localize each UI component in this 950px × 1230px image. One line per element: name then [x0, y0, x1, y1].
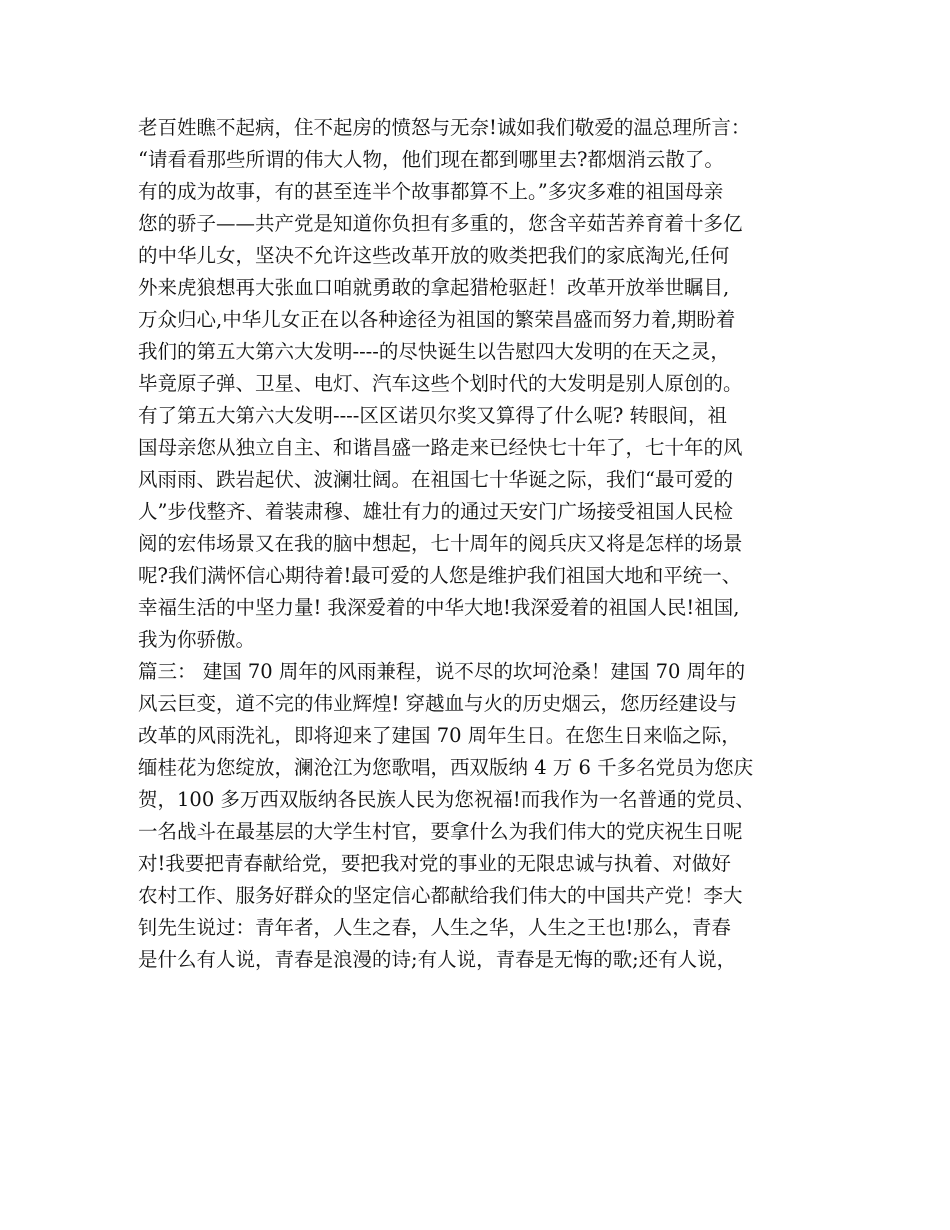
- section-heading-line: 篇三： 建国 70 周年的风雨兼程，说不尽的坎坷沧桑！建国 70 周年的: [138, 660, 746, 683]
- text-line: “请看看那些所谓的伟大人物，他们现在都到哪里去?都烟消云散了。: [138, 148, 724, 171]
- text-line: 有的成为故事，有的甚至连半个故事都算不上。”多灾多难的祖国母亲: [138, 180, 724, 203]
- text-line: 毕竟原子弹、卫星、电灯、汽车这些个划时代的大发明是别人原创的。: [138, 372, 743, 395]
- text-line: 的中华儿女，坚决不允许这些改革开放的败类把我们的家底淘光,任何: [138, 244, 730, 267]
- text-line: 幸福生活的中坚力量! 我深爱着的中华大地!我深爱着的祖国人民!祖国,: [138, 596, 740, 619]
- text-line: 人”步伐整齐、着装肃穆、雄壮有力的通过天安门广场接受祖国人民检: [138, 500, 733, 523]
- text-line: 改革的风雨洗礼，即将迎来了建国 70 周年生日。在您生日来临之际，: [138, 724, 741, 747]
- text-line: 呢?我们满怀信心期待着!最可爱的人您是维护我们祖国大地和平统一、: [138, 564, 742, 587]
- text-line: 有了第五大第六大发明----区区诺贝尔奖又算得了什么呢? 转眼间，祖: [138, 404, 728, 427]
- text-line: 一名战斗在最基层的大学生村官，要拿什么为我们伟大的党庆祝生日呢: [138, 820, 743, 843]
- text-line: 国母亲您从独立自主、和谐昌盛一路走来已经快七十年了，七十年的风: [138, 436, 743, 459]
- text-line: 外来虎狼想再大张血口咱就勇敢的拿起猎枪驱赶！改革开放举世瞩目,: [138, 276, 730, 299]
- text-line: 缅桂花为您绽放，澜沧江为您歌唱，西双版纳 4 万 6 千多名党员为您庆: [138, 756, 754, 779]
- text-line: 农村工作、服务好群众的坚定信心都献给我们伟大的中国共产党！李大: [138, 884, 743, 907]
- text-line: 贺，100 多万西双版纳各民族人民为您祝福!而我作为一名普通的党员、: [138, 788, 755, 811]
- text-line: 风云巨变，道不完的伟业辉煌! 穿越血与火的历史烟云，您历经建设与: [138, 692, 738, 715]
- text-line: 风雨雨、跌岩起伏、波澜壮阔。在祖国七十华诞之际，我们“最可爱的: [138, 468, 733, 491]
- text-line: 万众归心,中华儿女正在以各种途径为祖国的繁荣昌盛而努力着,期盼着: [138, 308, 736, 331]
- text-line: 对!我要把青春献给党，要把我对党的事业的无限忠诚与执着、对做好: [138, 852, 731, 875]
- text-line: 我为你骄傲。: [138, 628, 256, 651]
- text-line: 您的骄子——共产党是知道你负担有多重的，您含辛茹苦养育着十多亿: [138, 212, 743, 235]
- body-text: [138, 112, 828, 976]
- text-line: 钊先生说过：青年者，人生之春，人生之华，人生之王也!那么，青春: [138, 916, 731, 939]
- text-line: 是什么有人说，青春是浪漫的诗;有人说，青春是无悔的歌;还有人说，: [138, 948, 737, 971]
- text-line: 我们的第五大第六大发明----的尽快诞生以告慰四大发明的在天之灵，: [138, 340, 730, 363]
- text-line: 老百姓瞧不起病，住不起房的愤怒与无奈!诚如我们敬爱的温总理所言：: [138, 116, 751, 139]
- text-line: 阅的宏伟场景又在我的脑中想起，七十周年的阅兵庆又将是怎样的场景: [138, 532, 743, 555]
